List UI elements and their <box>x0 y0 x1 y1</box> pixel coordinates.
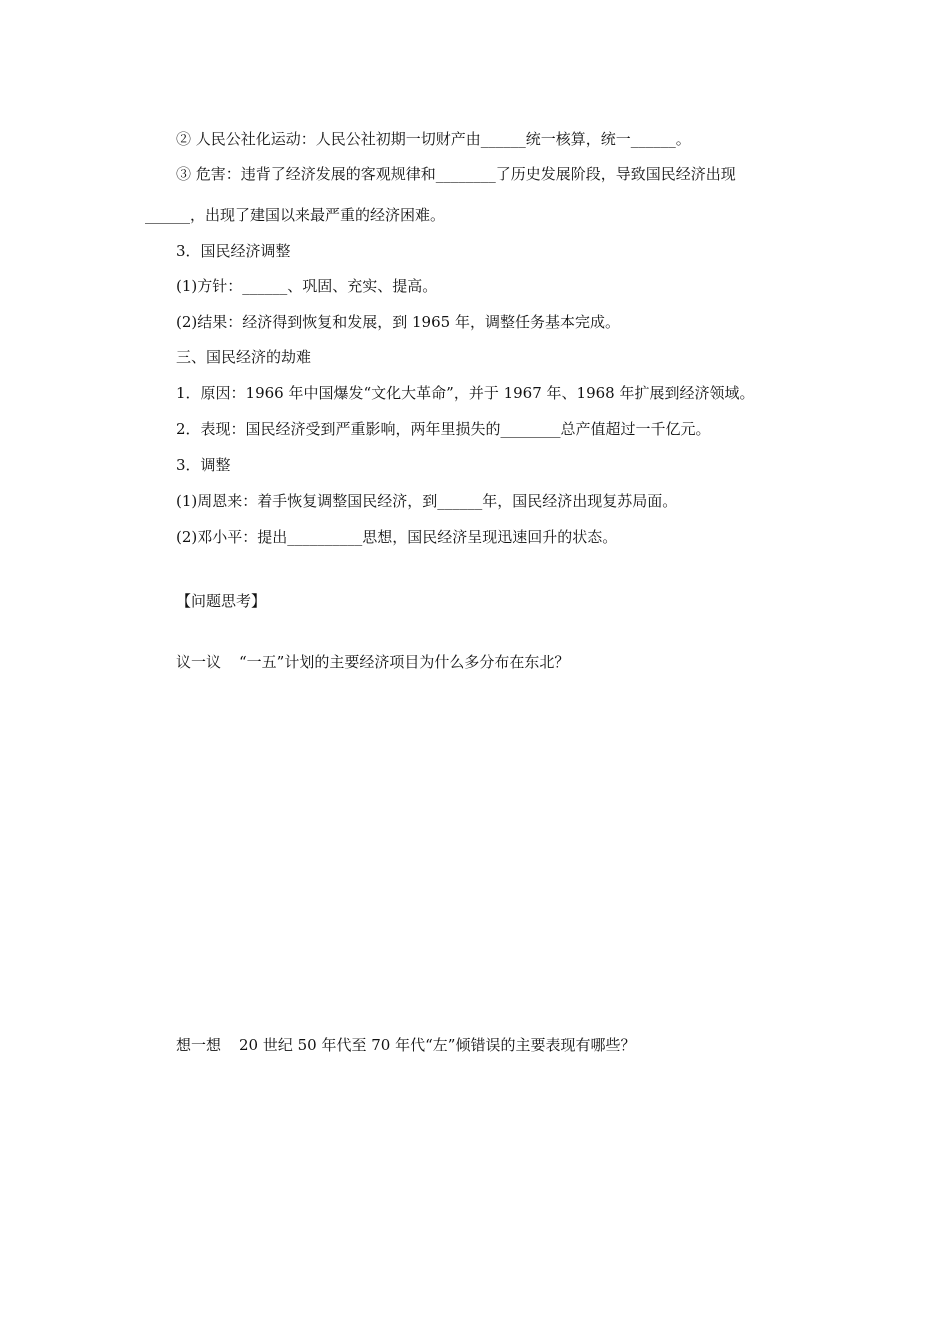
question-discuss-label: 议一议 <box>176 653 222 671</box>
question-discuss-text: “一五”计划的主要经济项目为什么多分布在东北？ <box>239 653 570 671</box>
question-discuss <box>176 652 569 672</box>
section-heading-economy-disaster: 三、国民经济的劫难 <box>176 348 312 366</box>
subheading-economy-adjustment: 3．国民经济调整 <box>176 242 291 260</box>
text-line-zhou-enlai: (1)周恩来：着手恢复调整国民经济，到______年，国民经济出现复苏局面。 <box>176 492 678 510</box>
subheading-adjustment: 3．调整 <box>176 456 231 474</box>
section-heading-question-thinking: 【问题思考】 <box>176 592 267 610</box>
text-line-cause: 1．原因：1966 年中国爆发“文化大革命”，并于 1967 年、1968 年扩展到经济领域。 <box>176 384 755 402</box>
question-think-label: 想一想 <box>176 1036 222 1054</box>
text-line-harm: ③ 危害：违背了经济发展的客观规律和________了历史发展阶段，导致国民经济出现 <box>176 165 736 183</box>
text-line-harm-continued: ______，出现了建国以来最严重的经济困难。 <box>145 206 446 224</box>
text-line-manifestation: 2．表现：国民经济受到严重影响，两年里损失的________总产值超过一千亿元。 <box>176 420 711 438</box>
question-think <box>176 1035 635 1055</box>
text-line-deng-xiaoping: (2)邓小平：提出__________思想，国民经济呈现迅速回升的状态。 <box>176 528 618 546</box>
text-line-result: (2)结果：经济得到恢复和发展，到 1965 年，调整任务基本完成。 <box>176 313 620 331</box>
text-line-policy: (1)方针：______、巩固、充实、提高。 <box>176 277 438 295</box>
text-line-commune-movement: ② 人民公社化运动：人民公社初期一切财产由______统一核算，统一______。 <box>176 130 691 148</box>
question-think-text: 20 世纪 50 年代至 70 年代“左”倾错误的主要表现有哪些？ <box>239 1036 636 1054</box>
